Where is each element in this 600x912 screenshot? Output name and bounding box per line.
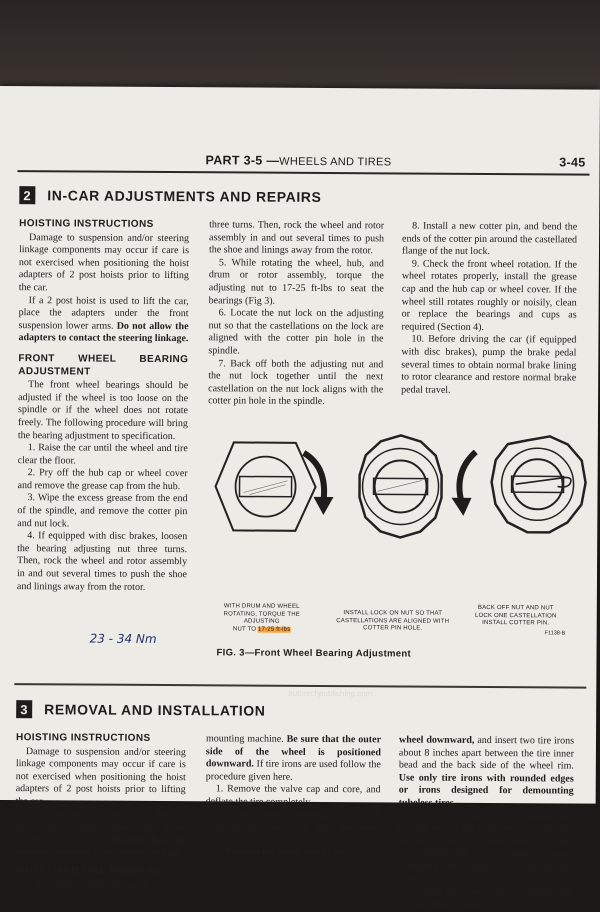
step-continuation: three turns. Then, rock the wheel and rotor assembly in and out several times to push the shoe and linings away from the rotor. bbox=[208, 219, 385, 257]
back-off-arrow bbox=[459, 452, 475, 502]
nut-lock-drawing bbox=[359, 435, 442, 537]
column-middle-sec3 bbox=[205, 733, 382, 859]
section-number: 3 bbox=[16, 700, 32, 718]
column-left-sec3 bbox=[15, 732, 186, 891]
column-left bbox=[16, 218, 190, 593]
handwritten-note: 23 - 34 Nm bbox=[89, 631, 157, 646]
paragraph: wheel downward, and insert two tire irons about 8 inches apart between the tire inner bead and the back side of the wheel rim. Use only tire irons with rounded edges or irons designed for demounting tubeless tires. bbox=[398, 734, 575, 809]
step: 1. Raise the car until the wheel and tire clear the floor. bbox=[17, 442, 188, 467]
section-3-heading bbox=[16, 700, 265, 720]
paragraph: If a 2 post hoist is used to lift the car, place the adapters under the front suspension lower arms. Do not allow the adapters to contact the steering linkage. bbox=[15, 808, 186, 859]
page-header bbox=[200, 153, 590, 170]
wtr-heading: WHEEL AND TIRE REMOVAL bbox=[15, 865, 162, 877]
column-right bbox=[401, 220, 577, 397]
background-desk bbox=[0, 0, 600, 92]
arrow-head bbox=[451, 498, 471, 516]
step: 1. Pry off the wheel hub cap or bbox=[25, 878, 149, 891]
section-rule bbox=[14, 683, 586, 688]
figure-title: FIG. 3—Front Wheel Bearing Adjustment bbox=[216, 647, 412, 660]
paragraph: Damage to suspension and/or steering linkage components may occur if care is not exercised when positioning the hoist adapters of 2 post hoists prior to lifting the car. bbox=[18, 231, 190, 294]
watermark: autotechpublishing.com bbox=[288, 688, 373, 699]
arrow-head bbox=[313, 497, 333, 515]
cotter-pin-nut-drawing bbox=[491, 436, 586, 533]
step: 4. If equipped with disc brakes, loosen the bearing adjusting nut three turns. Then, rock the wheel and rotor assembly in and out several times to push the shoe and linings away from the rotor. bbox=[16, 530, 188, 593]
paragraph: The front wheel bearings should be adjusted if the wheel is too loose on the spindle or if the wheel does not rotate freely. The following procedure will bring the bearing adjustment to specification. bbox=[17, 379, 189, 442]
hoisting-heading: HOISTING INSTRUCTIONS bbox=[19, 218, 154, 230]
step: 2. With a bead loosening tool, break loose the tire side walls from the wheel (Fig. 4). bbox=[205, 808, 381, 846]
step: 1. Remove the valve cap and core, and deflate the tire completely. bbox=[205, 783, 381, 808]
fwb-heading: FRONT WHEEL BEARING ADJUSTMENT bbox=[18, 353, 189, 378]
step: 4. Leave one tire iron in position, and pry the rest of the bead over the rim with the other iron. Take small "bites" with the iron around the tire in order to avoid damaging the sealing surface of the tire bead. bbox=[398, 810, 574, 885]
manual-page bbox=[0, 86, 600, 910]
step: 9. Check the front wheel rotation. If the wheel rotates properly, install the grease cap and the hub cap or wheel cover. If the wheel still rotates roughly or noisily, clean or replace the bearings and cups as required (Section 4). bbox=[401, 258, 577, 333]
column-middle bbox=[208, 219, 384, 420]
figure-code: F1138-B bbox=[544, 630, 566, 637]
section-2-heading bbox=[19, 186, 321, 206]
adjusting-nut-drawing bbox=[215, 442, 316, 531]
section-number: 2 bbox=[19, 186, 35, 204]
figure-3-illustration bbox=[215, 430, 586, 582]
section-title: IN-CAR ADJUSTMENTS AND REPAIRS bbox=[47, 187, 322, 205]
section-title: REMOVAL AND INSTALLATION bbox=[44, 701, 266, 719]
figure-caption-left: WITH DRUM AND WHEEL ROTATING, TORQUE THE ADJUSTING NUT TO 17-25 ft-lbs bbox=[223, 603, 301, 633]
paragraph: Damage to suspension and/or steering linkage components may occur if care is not exercised when positioning the hoist adapters of 2 post hoists prior to lifting the car. bbox=[15, 745, 186, 808]
step: 5. While rotating the wheel, hub, and drum or rotor assembly, torque the adjusting nut to 17-25 ft-lbs to seat the bearings (Fig 3). bbox=[208, 257, 384, 307]
header-rule bbox=[17, 170, 589, 175]
step: 10. Before driving the car (if equipped with disc brakes), pump the brake pedal several times to obtain normal brake lining to rotor clearance and restore normal brake pedal travel. bbox=[401, 333, 577, 396]
step: 2. Pry off the hub cap or wheel cover and remove the grease cap from the hub. bbox=[17, 467, 188, 492]
step: 7. Back off both the adjusting nut and the nut lock together until the next castellation on the nut lock aligns with the cotter pin hole in the spindle. bbox=[208, 357, 384, 408]
step: 5. Stand the wheel and tire upright with the tire outer bead in the bbox=[397, 885, 574, 910]
hoisting-heading: HOISTING INSTRUCTIONS bbox=[15, 732, 151, 744]
figure-caption-middle: INSTALL LOCK ON NUT SO THAT CASTELLATIONS ARE ALIGNED WITH COTTER PIN HOLE. bbox=[336, 610, 450, 632]
step: 3. Position the outer side of the bbox=[215, 846, 347, 859]
page-number: 3-45 bbox=[559, 155, 586, 170]
paragraph: If a 2 post hoist is used to lift the car, place the adapters under the front suspension lower arms. Do not allow the adapters to contact the steering linkage. bbox=[18, 294, 189, 345]
step: 8. Install a new cotter pin, and bend the ends of the cotter pin around the castellated flange of the nut lock. bbox=[401, 220, 578, 258]
header-part: PART 3-5 —WHEELS AND TIRES bbox=[205, 153, 392, 169]
step: 3. Wipe the excess grease from the end of the spindle, and remove the cotter pin and nut lock. bbox=[17, 492, 188, 530]
column-right-sec3 bbox=[397, 734, 575, 910]
paragraph: mounting machine. Be sure that the outer side of the wheel is positioned downward. If tire irons are used follow the procedure given here. bbox=[205, 733, 382, 783]
step: 6. Locate the nut lock on the adjusting nut so that the castellations on the lock are aligned with the cotter pin hole in the spindle. bbox=[208, 307, 384, 357]
figure-caption-right: BACK OFF NUT AND NUT LOCK ONE CASTELLATION INSTALL COTTER PIN. bbox=[475, 604, 557, 627]
